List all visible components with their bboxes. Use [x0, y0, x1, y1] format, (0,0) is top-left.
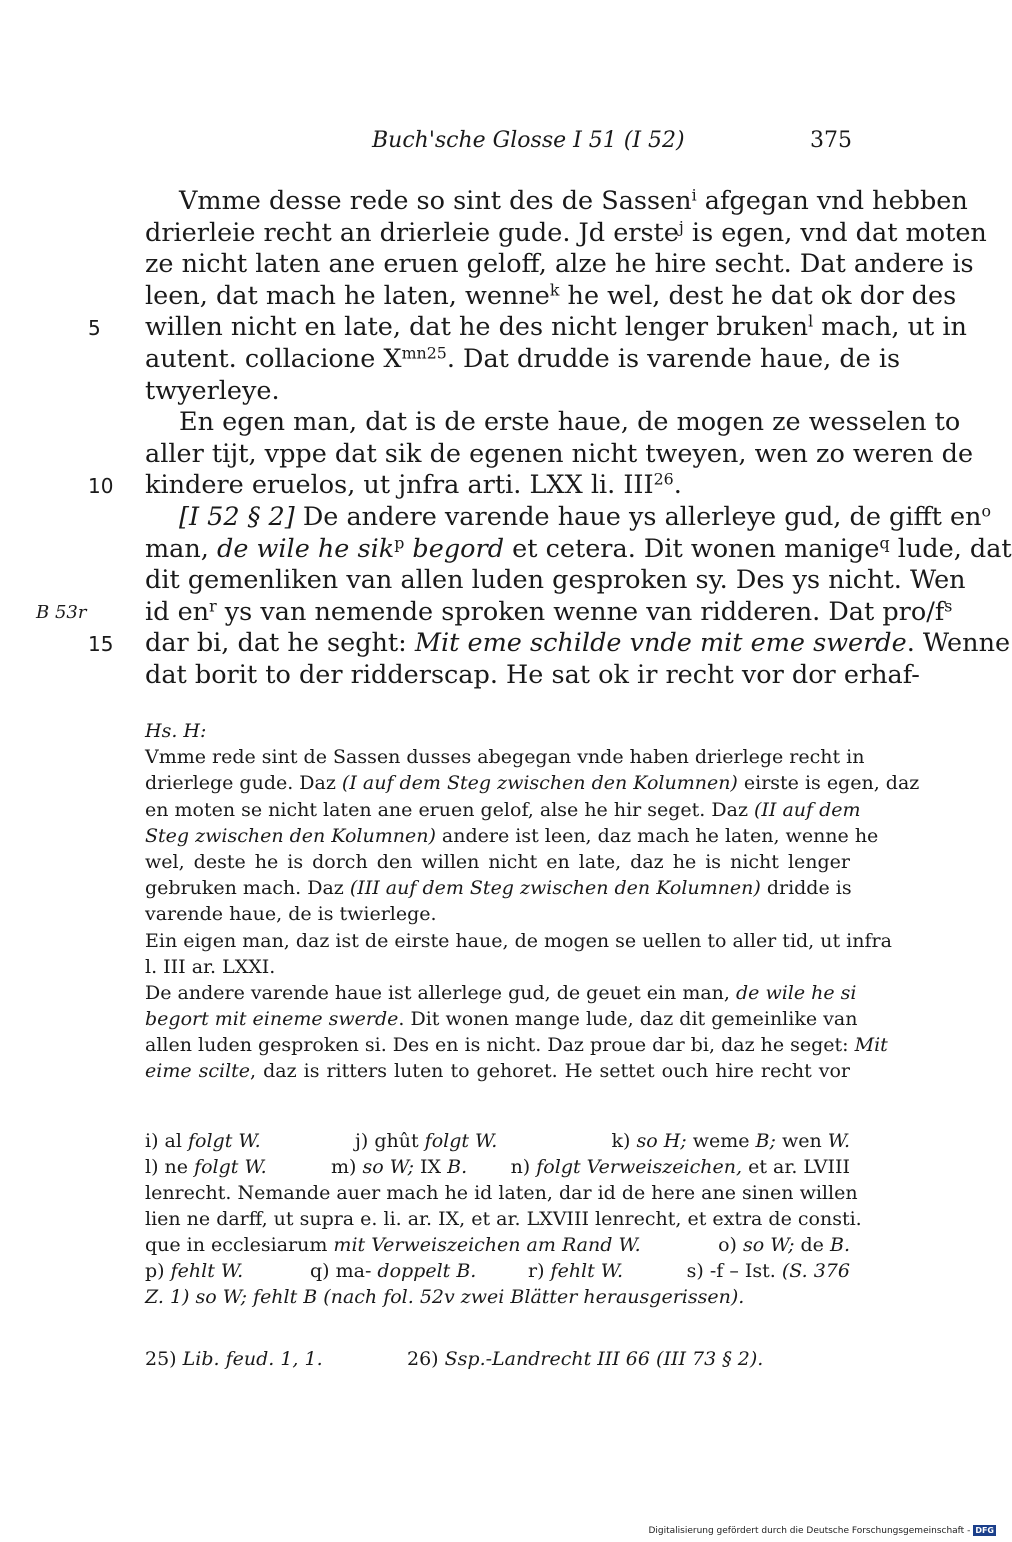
- text-line: willen nicht en late, dat he des nicht lenger bruken$^l$ mach, ut in: [145, 311, 967, 343]
- text-line: dar bi, dat he seght: Mit eme schilde vnde mit eme swerde. Wenne: [145, 628, 1011, 659]
- source-footnotes: [145, 1346, 850, 1372]
- apparatus-notes: [145, 1128, 862, 1310]
- variant-line: allen luden gesproken si. Des en is nicht. Daz proue dar bi, daz he seget: Mit: [145, 1034, 888, 1057]
- main-text: [145, 185, 1012, 692]
- text-line: dat borit to der ridderscap. He sat ok ir recht vor dor erhaf-: [145, 659, 920, 690]
- note-line: l) ne folgt W. m) so W; IX B. n) folgt Verweiszeichen, et ar. LVIII: [145, 1156, 850, 1178]
- note-line: Z. 1) so W; fehlt B (nach fol. 52v zwei Blätter herausgerissen).: [145, 1286, 745, 1308]
- note-line: que in ecclesiarum mit Verweiszeichen am Rand W. o) so W; de B.: [145, 1234, 850, 1256]
- variant-line: varende haue, de is twierlege.: [145, 903, 437, 926]
- variant-line: wel, deste he is dorch den willen nicht en late, daz he is nicht lenger: [145, 850, 850, 873]
- note-line: i) al folgt W. j) ghût folgt W. k) so H; weme B; wen W.: [145, 1130, 850, 1152]
- manuscript-variant-block: [145, 718, 920, 1085]
- line-number: 5: [88, 316, 101, 340]
- variant-line: De andere varende haue ist allerlege gud, de geuet ein man, de wile he si: [145, 981, 857, 1004]
- text-line: man, de wile he sik$^p$ begord et cetera. Dit wonen manige$^q$ lude, dat: [145, 532, 1012, 564]
- digitization-credit: Digitalisierung gefördert durch die Deutsche Forschungsgemeinschaft - DFG: [648, 1525, 994, 1536]
- margin-note: B 53r: [36, 602, 87, 623]
- text-line: drierleie recht an drierleie gude. Jd erste$^j$ is egen, vnd dat moten: [145, 216, 987, 248]
- variant-line: Vmme rede sint de Sassen dusses abegegan vnde haben drierlege recht in: [145, 746, 865, 769]
- text-line: aller tijt, vppe dat sik de egenen nicht tweyen, wen zo weren de: [145, 438, 974, 469]
- variant-line: en moten se nicht laten ane eruen gelof, alse he hir seget. Daz (II auf dem: [145, 798, 861, 821]
- running-title: Buch'sche Glosse I 51 (I 52): [372, 128, 685, 153]
- text-line: Vmme desse rede so sint des de Sassen$^i$ afgegan vnd hebben: [179, 185, 968, 216]
- text-line: dit gemenliken van allen luden gesproken sy. Des ys nicht. Wen: [145, 565, 966, 596]
- line-number: 10: [88, 474, 114, 498]
- dfg-logo-icon: DFG: [975, 1526, 994, 1535]
- variant-line: gebruken mach. Daz (III auf dem Steg zwischen den Kolumnen) dridde is: [145, 877, 852, 900]
- text-line: id $en^r$ ys van nemende sproken wenne van ridderen. Dat pro/$f^s$: [145, 596, 953, 627]
- line-number: 15: [88, 632, 114, 656]
- running-header: [0, 128, 1000, 168]
- text-line: leen, dat mach he laten, wenne$^k$ he wel, dest he dat ok dor des: [145, 280, 957, 311]
- text-line: En egen man, dat is de erste haue, de mogen ze wesselen to: [179, 407, 961, 438]
- variant-line: Ein eigen man, daz ist de eirste haue, de mogen se uellen to aller tid, ut infra: [145, 929, 892, 952]
- text-line: [I 52 § 2] De andere varende haue ys allerleye gud, de gifft $en^o$: [179, 501, 991, 532]
- text-line: kindere eruelos, ut jnfra arti. LXX li. III$^{26}$.: [145, 469, 682, 501]
- variant-line: begort mit eineme swerde. Dit wonen mange lude, daz dit gemeinlike van: [145, 1008, 858, 1031]
- note-line: p) fehlt W. q) ma- doppelt B. r) fehlt W. s) -f – Ist. (S. 376: [145, 1260, 850, 1282]
- section-label: Hs. H:: [145, 720, 207, 742]
- note-line: lien ne darff, ut supra e. li. ar. IX, et ar. LXVIII lenrecht, et extra de consti.: [145, 1208, 862, 1230]
- variant-line: Steg zwischen den Kolumnen) andere ist leen, daz mach he laten, wenne he: [145, 824, 879, 847]
- text-line: twyerleye.: [145, 375, 280, 406]
- page-number: 375: [810, 128, 852, 153]
- variant-line: drierlege gude. Daz (I auf dem Steg zwischen den Kolumnen) eirste is egen, daz: [145, 772, 920, 795]
- text-line: ze nicht laten ane eruen geloff, alze he hire secht. Dat andere is: [145, 249, 974, 280]
- variant-line: eime scilte, daz is ritters luten to gehoret. He settet ouch hire recht vor: [145, 1060, 850, 1083]
- variant-line: l. III ar. LXXI.: [145, 955, 276, 978]
- note-line: lenrecht. Nemande auer mach he id laten, dar id de here ane sinen willen: [145, 1182, 858, 1204]
- footnote-line: 25) Lib. feud. 1, 1. 26) Ssp.-Landrecht III 66 (III 73 § 2).: [145, 1348, 764, 1370]
- text-line: autent. collacione $X^{mn25}$. Dat drudde is varende haue, de is: [145, 343, 901, 374]
